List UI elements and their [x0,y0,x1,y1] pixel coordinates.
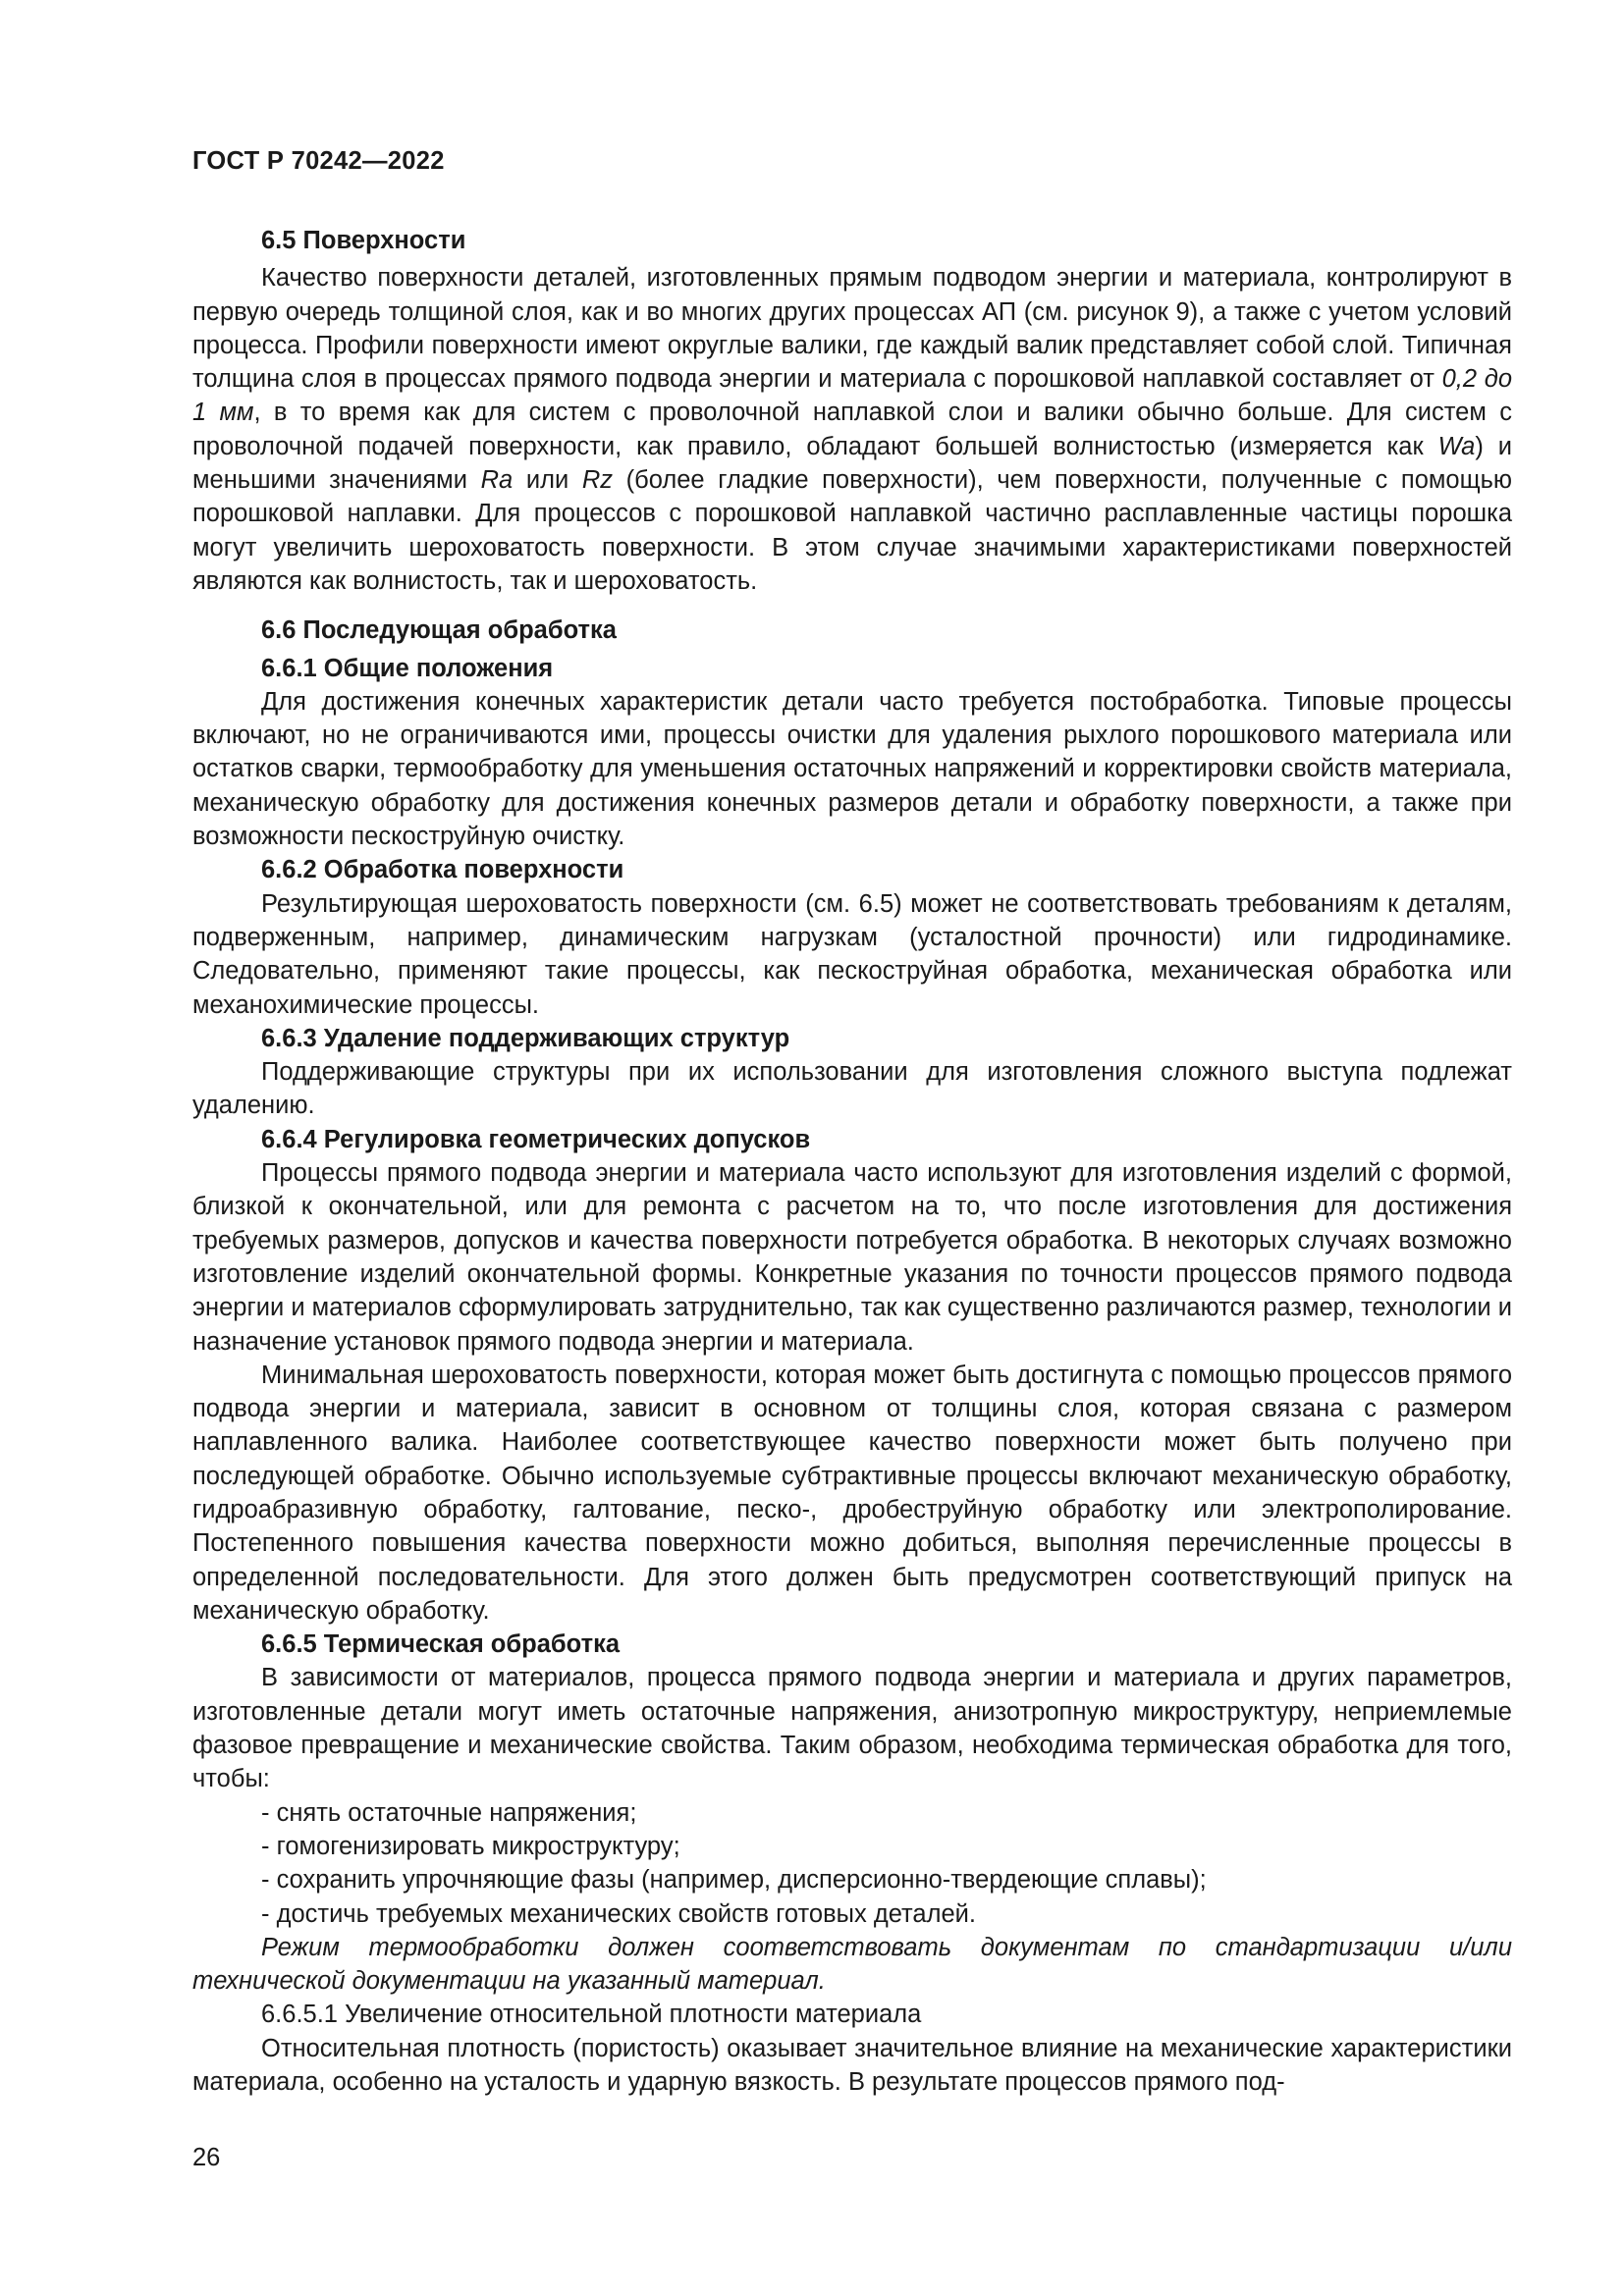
section-6-6-4-paragraph-1: Процессы прямого подвода энергии и материала часто используют для изготовления изделий с формой, близкой к окончательной, или для ремонта с расчетом на то, что после изготовления для достижения требуемых размеров, допусков и качества поверхности потребуется обработка. В некоторых случаях возможно изготовление изделий окончательной формы. Конкретные указания по точности процессов прямого подвода энергии и материалов сформулировать затруднительно, так как существенно различаются размер, технологии и назначение установок прямого подвода энергии и материала. [192,1159,1512,1356]
section-6-6-1-paragraph: Для достижения конечных характеристик детали часто требуется постобработка. Типовые процессы включают, но не ограничиваются ими, процессы очистки для удаления рыхлого порошкового материала или остатков сварки, термообработку для уменьшения остаточных напряжений и корректировки свойств материала, механическую обработку для достижения конечных размеров детали и обработку поверхности, а также при возможности пескоструйную очистку. [192,687,1512,851]
section-6-6-5-1-paragraph: Относительная плотность (пористость) оказывает значительное влияние на механические характеристики материала, особенно на усталость и ударную вязкость. В результате процессов прямого под- [192,2034,1512,2097]
document-header: ГОСТ Р 70242—2022 [192,147,445,175]
text-run-italic: Ra [480,466,514,495]
section-6-5-paragraph [192,261,1512,598]
text-run: Качество поверхности деталей, изготовленных прямым подводом энергии и материала, контролируют в первую очередь толщиной слоя, как и во многих других процессах АП (см. рисунок 9), а также с учетом условий процесса. Профили поверхности имеют округлые валики, где каждый валик представляет собой слой. Типичная толщина слоя в процессах прямого подвода энергии и материала с порошковой наплавкой составляет от [192,264,1512,394]
text-run-italic: Wa [1437,432,1476,460]
list-item: - снять остаточные напряжения; [261,1798,637,1827]
section-6-6-5-paragraph: В зависимости от материалов, процесса прямого подвода энергии и материала и других параметров, изготовленные детали могут иметь остаточные напряжения, анизотропную микроструктуру, неприемлемые фазовое превращение и механические свойства. Таким образом, необходима термическая обработка для того, чтобы: [192,1664,1512,1793]
text-run: (более гладкие поверхности), чем поверхности, полученные с помощью порошковой наплавки. Для процессов с порошковой наплавкой частично расплавленные частицы порошка могут увеличить шероховатость поверхности. В этом случае значимыми характеристиками поверхностей являются как волнистость, так и шероховатость. [192,466,1513,595]
section-6-6-heading: 6.6 Последующая обработка [261,616,617,645]
section-6-6-4-paragraph-2: Минимальная шероховатость поверхности, которая может быть достигнута с помощью процессов прямого подвода энергии и материала, зависит в основном от толщины слоя, которая связана с размером наплавленного валика. Наиболее соответствующее качество поверхности может быть получено при последующей обработке. Обычно используемые субтрактивные процессы включают механическую обработку, гидроабразивную обработку, галтование, песко-, дробеструйную обработку или электрополирование. Постепенного повышения качества поверхности можно добиться, выполняя перечисленные процессы в определенной последовательности. Для этого должен быть предусмотрен соответствующий припуск на механическую обработку. [192,1361,1512,1625]
section-6-6-4-heading: 6.6.4 Регулировка геометрических допусков [261,1125,811,1153]
section-6-6-5-1-heading: 6.6.5.1 Увеличение относительной плотности материала [261,2001,922,2029]
text-run: ) и меньшими значениями [192,432,1512,495]
text-run: , в то время как для систем с проволочной наплавкой слои и валики обычно больше. Для систем с проволочной подачей поверхности, как правило, обладают большей волнистостью (измеряется как [192,399,1512,460]
section-6-5-heading: 6.5 Поверхности [261,227,466,254]
page-number: 26 [192,2144,221,2171]
document-body [192,224,1512,2099]
section-6-6-3-heading: 6.6.3 Удаление поддерживающих структур [261,1024,790,1052]
list-item: - гомогенизировать микроструктуру; [261,1832,680,1860]
section-6-6-2-paragraph: Результирующая шероховатость поверхности (см. 6.5) может не соответствовать требованиям к деталям, подверженным, например, динамическим нагрузкам (усталостной прочности) или гидродинамике. Следовательно, применяют такие процессы, как пескоструйная обработка, механическая обработка или механохимические процессы. [192,889,1512,1019]
list-item: - сохранить упрочняющие фазы (например, дисперсионно-твердеющие сплавы); [261,1866,1207,1895]
section-6-6-3-paragraph: Поддерживающие структуры при их использовании для изготовления сложного выступа подлежат удалению. [192,1058,1512,1120]
section-6-6-2-heading: 6.6.2 Обработка поверхности [261,856,624,884]
list-item: - достичь требуемых механических свойств готовых деталей. [261,1899,977,1928]
text-run-italic: Rz [581,466,614,495]
section-6-6-5-note: Режим термообработки должен соответствовать документам по стандартизации и/или технической документации на указанный материал. [192,1933,1512,1996]
section-6-6-5-heading: 6.6.5 Термическая обработка [261,1630,621,1659]
text-run-italic: 0,2 до 1 мм [192,365,1513,427]
section-6-6-1-heading: 6.6.1 Общие положения [261,654,554,682]
text-run: или [513,466,582,495]
